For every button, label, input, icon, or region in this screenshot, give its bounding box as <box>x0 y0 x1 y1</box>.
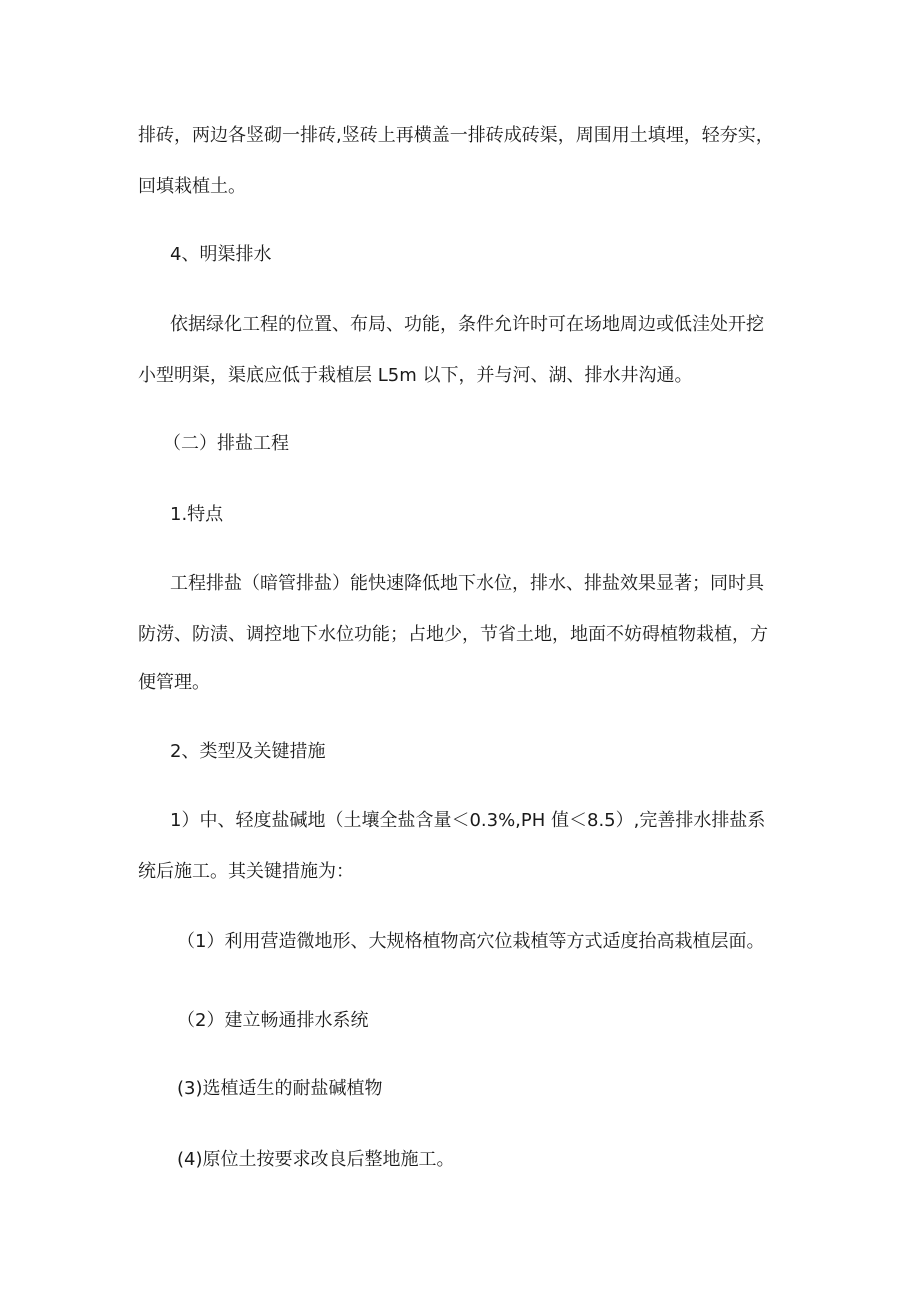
paragraph-line: 排砖，两边各竖砌一排砖,竖砖上再横盖一排砖成砖渠，周围用土填埋，轻夯实， <box>138 125 774 146</box>
paragraph-line: 回填栽植土。 <box>138 176 246 197</box>
paragraph-line: 工程排盐（暗管排盐）能快速降低地下水位，排水、排盐效果显著；同时具 <box>170 573 764 594</box>
paragraph-line: 小型明渠，渠底应低于栽植层 L5m 以下，并与河、湖、排水井沟通。 <box>138 365 693 386</box>
paragraph-line: 统后施工。其关键措施为： <box>138 861 354 882</box>
section-heading: 4、明渠排水 <box>170 244 272 265</box>
list-item: (4)原位土按要求改良后整地施工。 <box>177 1149 455 1170</box>
subsection-heading: 1.特点 <box>170 504 224 525</box>
paragraph-line: 防涝、防渍、调控地下水位功能；占地少，节省土地，地面不妨碍植物栽植，方 <box>138 624 768 645</box>
section-heading: （二）排盐工程 <box>163 433 289 454</box>
list-item: (3)选植适生的耐盐碱植物 <box>177 1078 383 1099</box>
paragraph-line: 1）中、轻度盐碱地（土壤全盐含量＜0.3%,PH 值＜8.5）,完善排水排盐系 <box>170 810 766 831</box>
list-item: （1）利用营造微地形、大规格植物高穴位栽植等方式适度抬高栽植层面。 <box>177 931 765 952</box>
paragraph-line: 依据绿化工程的位置、布局、功能，条件允许时可在场地周边或低洼处开挖 <box>170 314 764 335</box>
paragraph-line: 便管理。 <box>138 672 210 693</box>
list-item: （2）建立畅通排水系统 <box>177 1010 369 1031</box>
subsection-heading: 2、类型及关键措施 <box>170 741 326 762</box>
